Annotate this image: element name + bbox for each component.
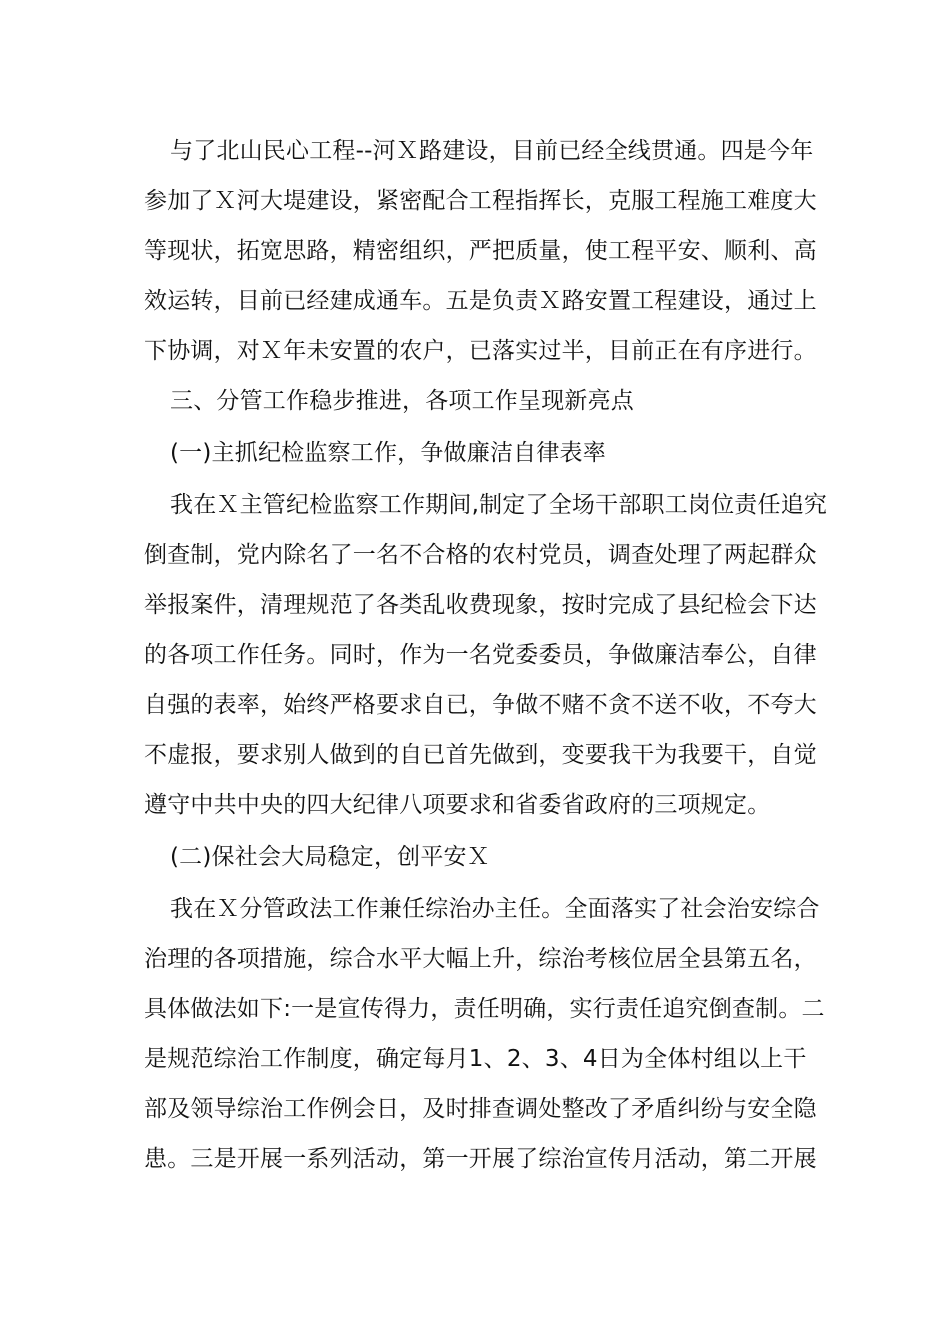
- text-line: 参加了Ｘ河大堤建设，紧密配合工程指挥长，克服工程施工难度大: [144, 188, 817, 214]
- text-line: 部及领导综治工作例会日，及时排查调处整改了矛盾纠纷与安全隐: [144, 1096, 817, 1122]
- text-line: 与了北山民心工程--河Ｘ路建设，目前已经全线贯通。四是今年: [170, 138, 814, 164]
- text-line: 是规范综治工作制度，确定每月1、2、3、4日为全体村组以上干: [144, 1046, 807, 1072]
- text-line: 等现状，拓宽思路，精密组织，严把质量，使工程平安、顺利、高: [144, 238, 817, 264]
- text-line: 自强的表率，始终严格要求自已，争做不赌不贪不送不收，不夸大: [144, 692, 817, 718]
- subsection-heading: (二)保社会大局稳定，创平安Ｘ: [170, 844, 490, 870]
- section-heading: 三、分管工作稳步推进，各项工作呈现新亮点: [170, 388, 634, 414]
- text-line: 我在Ｘ分管政法工作兼任综治办主任。全面落实了社会治安综合: [170, 896, 820, 922]
- text-line: 不虚报，要求别人做到的自已首先做到，变要我干为我要干，自觉: [144, 742, 817, 768]
- text-line: 倒查制，党内除名了一名不合格的农村党员，调查处理了两起群众: [144, 542, 817, 568]
- text-line: 治理的各项措施，综合水平大幅上升，综治考核位居全县第五名，: [144, 946, 817, 972]
- text-line: 下协调，对Ｘ年未安置的农户，已落实过半，目前正在有序进行。: [144, 338, 817, 364]
- subsection-heading: (一)主抓纪检监察工作，争做廉洁自律表率: [170, 440, 606, 466]
- text-line: 患。三是开展一系列活动，第一开展了综治宣传月活动，第二开展: [144, 1146, 817, 1172]
- text-line: 效运转，目前已经建成通车。五是负责Ｘ路安置工程建设，通过上: [144, 288, 817, 314]
- text-line: 遵守中共中央的四大纪律八项要求和省委省政府的三项规定。: [144, 792, 771, 818]
- text-line: 具体做法如下:一是宣传得力，责任明确，实行责任追究倒查制。二: [144, 996, 825, 1022]
- text-line: 举报案件，清理规范了各类乱收费现象，按时完成了县纪检会下达: [144, 592, 817, 618]
- text-line: 我在Ｘ主管纪检监察工作期间,制定了全场干部职工岗位责任追究: [170, 492, 828, 518]
- text-line: 的各项工作任务。同时，作为一名党委委员，争做廉洁奉公，自律: [144, 642, 817, 668]
